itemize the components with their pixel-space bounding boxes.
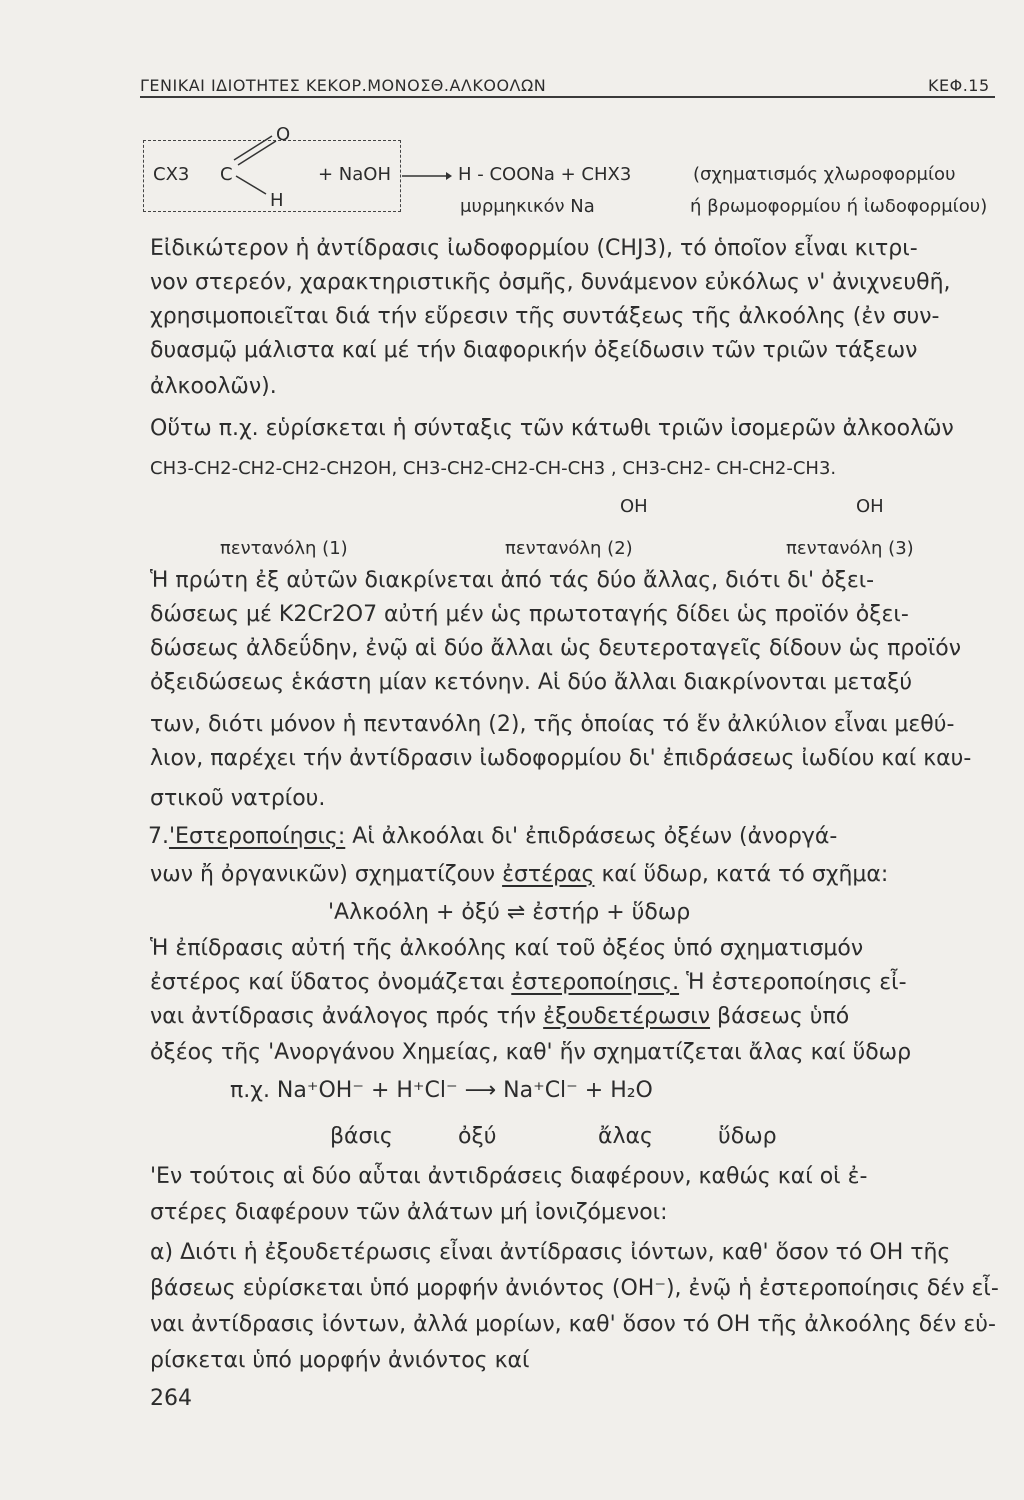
section-7-line2: [150, 862, 888, 888]
section-7-heading: [148, 824, 837, 850]
label-water: ὕδωρ: [718, 1124, 777, 1149]
section-title: 'Εστεροποίησις:: [169, 824, 346, 849]
reaction-group: CX3: [153, 164, 190, 185]
p4-line3: [150, 1004, 849, 1030]
p3-line6: λιον, παρέχει τήν ἀντίδρασιν ἰωδοφορμίου δι' ἐπιδράσεως ἰωδίου καί καυ-: [150, 746, 972, 771]
isomer-formulas: CH3-CH2-CH2-CH2-CH2OH, CH3-CH2-CH2-CH-CH3 , CH3-CH2- CH-CH2-CH3.: [150, 458, 837, 479]
section-number: 7.: [148, 824, 169, 849]
reaction-hydrogen: H: [270, 190, 284, 211]
p4-l3-text: ναι ἀντίδρασις ἀνάλογος πρός τήν: [150, 1004, 537, 1029]
neutralization-equation: π.χ. Na⁺OH⁻ + H⁺Cl⁻ ⟶ Na⁺Cl⁻ + H₂O: [230, 1078, 653, 1103]
esters-term: ἐστέρας: [502, 862, 595, 887]
oh-label-3: OH: [856, 496, 884, 517]
p4-line2: [150, 970, 907, 996]
p3-line5: των, διότι μόνον ἡ πεντανόλη (2), τῆς ὁποίας τό ἕν ἀλκύλιον εἶναι μεθύ-: [150, 712, 955, 737]
p3-line4: ὀξειδώσεως ἑκάστη μίαν κετόνην. Αἱ δύο ἄλλαι διακρίνονται μεταξύ: [150, 670, 913, 695]
esterification-equation: 'Αλκοόλη + ὀξύ ⇌ ἐστήρ + ὕδωρ: [328, 900, 691, 925]
label-base: βάσις: [330, 1124, 393, 1149]
reaction-carbon: C: [220, 164, 233, 185]
p3-line3: δώσεως ἀλδεΰδην, ἐνῷ αἱ δύο ἄλλαι ὡς δευτεροταγεῖς δίδουν ὡς προϊόν: [150, 636, 961, 661]
oh-label-2: OH: [620, 496, 648, 517]
p1-line3: χρησιμοποιεῖται διά τήν εὕρεσιν τῆς συντάξεως τῆς ἀλκοόλης (ἐν συν-: [150, 304, 940, 329]
pa-line4: ρίσκεται ὑπό μορφήν ἀνιόντος καί: [150, 1348, 530, 1373]
p2-line1: Οὕτω π.χ. εὑρίσκεται ἡ σύνταξις τῶν κάτωθι τριῶν ἰσομερῶν ἀλκοολῶν: [150, 416, 954, 441]
p5-line2: στέρες διαφέρουν τῶν ἀλάτων μή ἰονιζόμενοι:: [150, 1200, 668, 1225]
label-salt: ἄλας: [598, 1124, 653, 1149]
sec7-l2-text-end: καί ὕδωρ, κατά τό σχῆμα:: [601, 862, 889, 887]
reaction-note-line2: ή βρωμοφορμίου ή ἰωδοφορμίου): [690, 196, 988, 217]
esterification-term: ἐστεροποίησις.: [511, 970, 680, 995]
sec7-l2-text: νων ἤ ὀργανικῶν) σχηματίζουν: [150, 862, 496, 887]
header-rule: [140, 96, 995, 98]
p4-l2-text: ἐστέρος καί ὕδατος ὀνομάζεται: [150, 970, 505, 995]
p4-line1: Ἡ ἐπίδρασις αὐτή τῆς ἀλκοόλης καί τοῦ ὀξέος ὑπό σχηματισμόν: [150, 936, 864, 961]
p4-l2-text-end: Ἡ ἐστεροποίησις εἶ-: [686, 970, 907, 995]
p3-line2: δώσεως μέ K2Cr2O7 αὐτή μέν ὡς πρωτοταγής δίδει ὡς προϊόν ὀξει-: [150, 602, 909, 627]
p1-line4: δυασμῷ μάλιστα καί μέ τήν διαφορικήν ὀξείδωσιν τῶν τριῶν τάξεων: [150, 338, 918, 363]
p1-line5: ἀλκοολῶν).: [150, 374, 277, 399]
p5-line1: 'Εν τούτοις αἱ δύο αὗται ἀντιδράσεις διαφέρουν, καθώς καί οἱ ἐ-: [150, 1164, 868, 1189]
neutralization-term: ἐξουδετέρωσιν: [543, 1004, 711, 1029]
section-7-line1-rest: Αἱ ἀλκοόλαι δι' ἐπιδράσεως ὀξέων (ἀνοργά-: [352, 824, 838, 849]
p4-line4: ὀξέος τῆς 'Ανοργάνου Χημείας, καθ' ἥν σχηματίζεται ἄλας καί ὕδωρ: [150, 1040, 912, 1065]
p4-l3-text-end: βάσεως ὑπό: [717, 1004, 850, 1029]
pentanol-2-label: πεντανόλη (2): [505, 538, 633, 559]
chapter-label: ΚΕΦ.15: [928, 76, 990, 95]
reaction-oxygen: O: [276, 124, 291, 145]
page-number: 264: [150, 1386, 192, 1411]
p1-line1: Εἰδικώτερον ἡ ἀντίδρασις ἰωδοφορμίου (CHJ3), τό ὁποῖον εἶναι κιτρι-: [150, 236, 918, 261]
p3-line7: στικοῦ νατρίου.: [150, 786, 326, 811]
carbonyl-bonds: [228, 128, 318, 198]
reaction-arrow: [402, 171, 452, 181]
pa-line2: βάσεως εὑρίσκεται ὑπό μορφήν ἀνιόντος (OH⁻), ἐνῷ ἡ ἐστεροποίησις δέν εἶ-: [150, 1276, 999, 1301]
pa-line1: α) Διότι ἡ ἐξουδετέρωσις εἶναι ἀντίδρασις ἰόντων, καθ' ὅσον τό OH τῆς: [150, 1240, 951, 1265]
p3-line1: Ἡ πρώτη ἐξ αὐτῶν διακρίνεται ἀπό τάς δύο ἄλλας, διότι δι' ὀξει-: [150, 568, 875, 593]
pentanol-3-label: πεντανόλη (3): [786, 538, 914, 559]
p1-line2: νον στερεόν, χαρακτηριστικῆς ὀσμῆς, δυνάμενον εὐκόλως ν' ἀνιχνευθῆ,: [150, 270, 951, 295]
reaction-product-label: μυρμηκικόν Na: [460, 196, 595, 217]
pentanol-1-label: πεντανόλη (1): [220, 538, 348, 559]
reaction-product: H - COONa + CHX3: [458, 164, 632, 185]
reaction-reagent: + NaOH: [318, 164, 392, 185]
pa-line3: ναι ἀντίδρασις ἰόντων, ἀλλά μορίων, καθ' ὅσον τό OH τῆς ἀλκοόλης δέν εὑ-: [150, 1312, 996, 1337]
label-acid: ὀξύ: [458, 1124, 497, 1149]
running-header-title: ΓΕΝΙΚΑΙ ΙΔΙΟΤΗΤΕΣ ΚΕΚΟΡ.ΜΟΝΟΣΘ.ΑΛΚΟΟΛΩΝ: [140, 76, 547, 95]
reaction-note-line1: (σχηματισμός χλωροφορμίου: [693, 164, 956, 185]
